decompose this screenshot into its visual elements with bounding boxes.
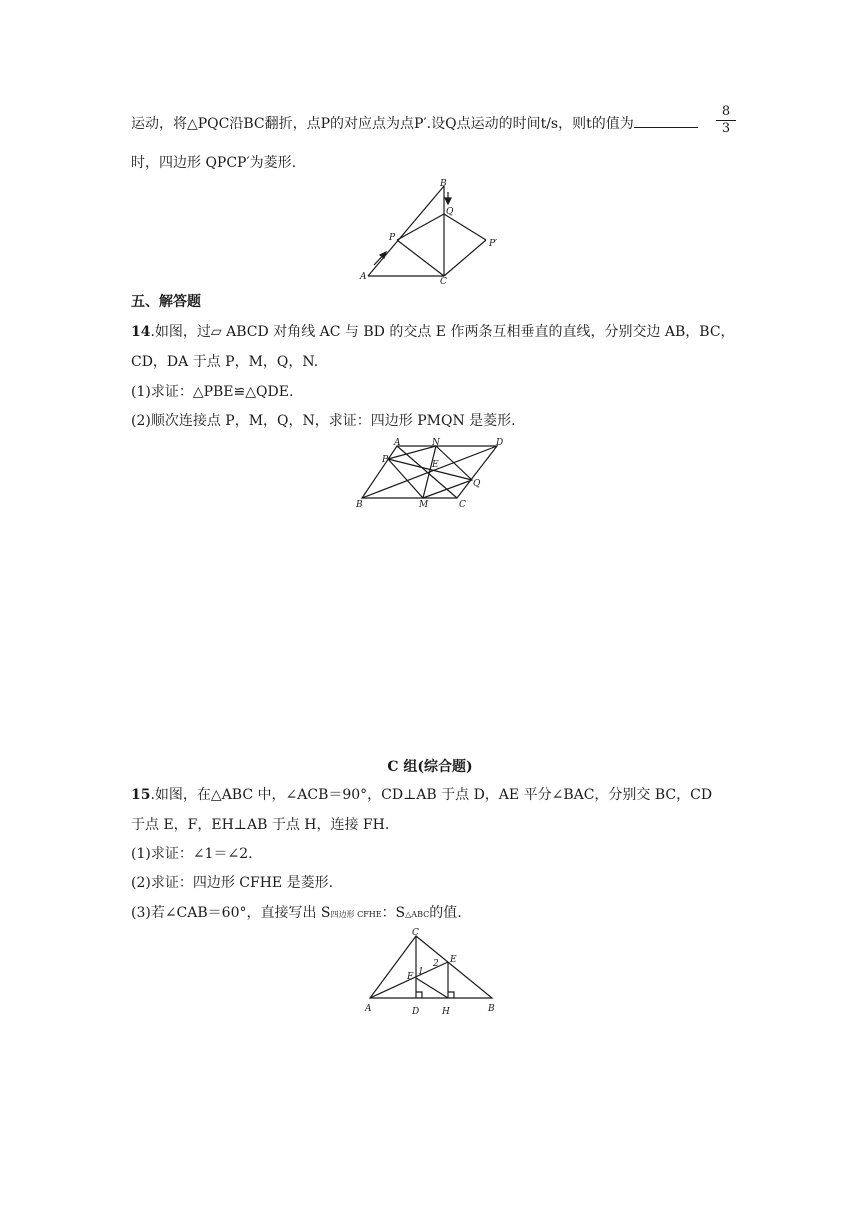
answer-fraction bbox=[716, 104, 736, 137]
q15-part1: (1)求证：∠1＝∠2. bbox=[131, 846, 253, 862]
label-A: A bbox=[365, 1004, 372, 1014]
label-M: M bbox=[419, 500, 429, 510]
label-P: P bbox=[389, 233, 396, 243]
q14-line1 bbox=[131, 322, 735, 342]
q14-part1: (1)求证：△PBE≌△QDE. bbox=[131, 384, 294, 400]
label-C: C bbox=[412, 928, 419, 938]
q15-part3-pre: (3)若∠CAB＝60°，直接写出 S bbox=[131, 905, 331, 921]
group-title: C 组(综合题) bbox=[387, 759, 473, 775]
label-F: F bbox=[407, 972, 414, 982]
figure-rhombus-fold bbox=[360, 178, 530, 288]
q13-text: 运动，将△PQC沿BC翻折，点P的对应点为点P′.设Q点运动的时间t/s，则t的值为 bbox=[131, 116, 634, 132]
label-B: B bbox=[440, 179, 447, 189]
figure-right-triangle bbox=[362, 928, 507, 1018]
label-N: N bbox=[432, 438, 440, 448]
label-E: E bbox=[450, 955, 457, 965]
label-H: H bbox=[442, 1007, 450, 1017]
label-D: D bbox=[412, 1007, 420, 1017]
section-title: 五、解答题 bbox=[131, 294, 201, 310]
segment-AB bbox=[368, 186, 444, 276]
label-A: A bbox=[360, 272, 367, 282]
label-C: C bbox=[459, 500, 466, 510]
label-Q: Q bbox=[446, 207, 454, 217]
fraction-numerator: 8 bbox=[716, 104, 736, 121]
label-Q: Q bbox=[473, 479, 481, 489]
segment-FH bbox=[416, 978, 448, 998]
q13-line2: 时，四边形 QPCP′为菱形. bbox=[131, 155, 297, 171]
q14-line2: CD，DA 于点 P，M，Q，N. bbox=[131, 354, 319, 370]
segment-PQ bbox=[397, 214, 444, 240]
q15-text1: .如图，在△ABC 中，∠ACB＝90°，CD⊥AB 于点 D，AE 平分∠BAC，分别交 BC，CD bbox=[150, 787, 713, 803]
label-C: C bbox=[440, 277, 447, 287]
label-angle-1: 1 bbox=[418, 967, 424, 977]
q14-number: 14 bbox=[131, 324, 151, 340]
q15-part3 bbox=[131, 903, 462, 925]
triangle-ABC bbox=[370, 936, 492, 998]
right-angle-H bbox=[448, 992, 454, 998]
figure-parallelogram bbox=[352, 436, 512, 511]
answer-blank bbox=[634, 113, 698, 128]
q15-line1 bbox=[131, 785, 712, 805]
q13-line1 bbox=[131, 113, 698, 134]
right-angle-D bbox=[416, 992, 422, 998]
q15-number: 15 bbox=[131, 787, 151, 803]
q15-part3-mid: ：S bbox=[381, 905, 406, 921]
fraction-denominator: 3 bbox=[721, 121, 731, 136]
label-angle-2: 2 bbox=[433, 959, 439, 969]
label-Pprime: P′ bbox=[489, 239, 498, 249]
label-B: B bbox=[488, 1004, 495, 1014]
segment-QPp bbox=[444, 214, 486, 240]
q14-text1: .如图，过▱ ABCD 对角线 AC 与 BD 的交点 E 作两条互相垂直的直线，分别交边 AB，BC， bbox=[150, 324, 735, 340]
q15-part3-post: 的值. bbox=[429, 905, 462, 921]
segment-PC bbox=[397, 240, 444, 276]
line-NM bbox=[423, 446, 436, 498]
arrowhead-BQ bbox=[445, 198, 451, 204]
label-B: B bbox=[356, 500, 363, 510]
segment-PpC bbox=[444, 240, 486, 276]
label-P: P bbox=[382, 455, 389, 465]
label-E: E bbox=[432, 460, 439, 470]
q15-sub-quad: 四边形 CFHE bbox=[330, 910, 382, 919]
label-D: D bbox=[496, 438, 504, 448]
q15-line2: 于点 E，F，EH⊥AB 于点 H，连接 FH. bbox=[131, 817, 390, 833]
q15-part2: (2)求证：四边形 CFHE 是菱形. bbox=[131, 875, 334, 891]
label-A: A bbox=[394, 438, 401, 448]
q14-part2: (2)顺次连接点 P，M，Q，N，求证：四边形 PMQN 是菱形. bbox=[131, 413, 516, 429]
q15-sub-triangle: △ABC bbox=[405, 910, 430, 919]
